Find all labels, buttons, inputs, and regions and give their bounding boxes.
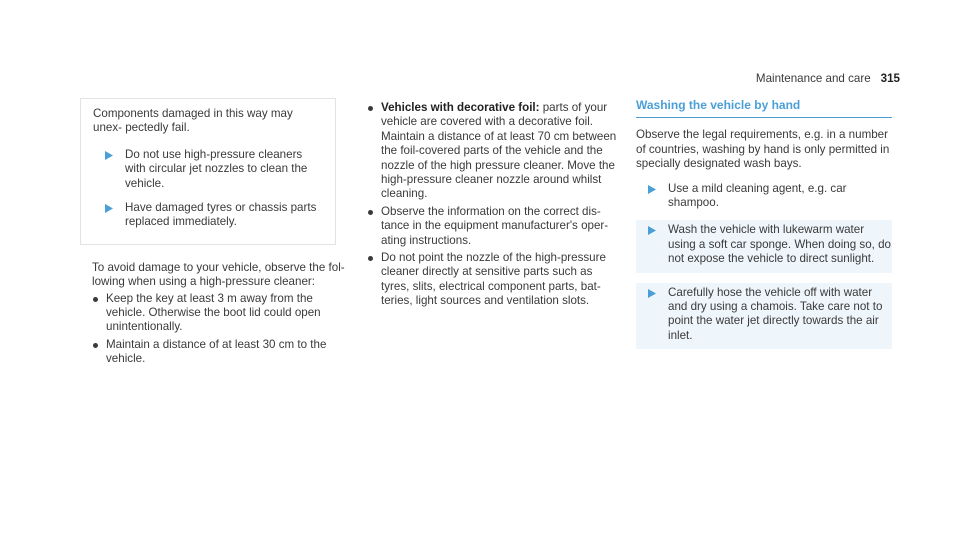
warning-box xyxy=(80,98,336,245)
list-item-text: Do not point the nozzle of the high-pressure cleaner directly at sensitive parts such as tyres, slits, electrical component parts, bat‐ teries, light sources and ventilation slots. xyxy=(381,251,606,308)
step-shaded xyxy=(636,220,892,272)
column-3 xyxy=(636,98,892,359)
section-heading: Washing the vehicle by hand xyxy=(636,98,892,118)
step-item xyxy=(636,182,892,211)
step-text: Have damaged tyres or chassis parts replaced immediately. xyxy=(125,201,317,229)
step-text: Wash the vehicle with lukewarm water using a soft car sponge. When doing so, do not expose the vehicle to direct sunlight. xyxy=(668,223,891,266)
step-shaded xyxy=(636,283,892,350)
triangle-arrow-right-icon xyxy=(648,289,660,298)
step-item xyxy=(93,201,323,230)
bullet-dot-icon xyxy=(368,106,373,111)
step-item xyxy=(636,286,892,344)
step-text: Do not use high-pressure cleaners with circular jet nozzles to clean the vehicle. xyxy=(125,147,308,190)
page-number: 315 xyxy=(880,72,900,85)
column-1 xyxy=(92,98,350,370)
list-item-text: Maintain a distance of at least 30 cm to the vehicle. xyxy=(106,337,327,366)
triangle-arrow-right-icon xyxy=(648,185,660,194)
column-2 xyxy=(367,101,622,312)
list-item xyxy=(367,101,622,202)
bullet-list xyxy=(92,292,350,367)
bullet-dot-icon xyxy=(368,256,373,261)
list-item-text: Observe the information on the correct dis‐ tance in the equipment manufacturer's oper‐ ating instructions. xyxy=(381,204,609,247)
triangle-arrow-right-icon xyxy=(648,226,660,235)
page-header xyxy=(756,72,900,86)
step-text: Carefully hose the vehicle off with water and dry using a chamois. Take care not to point the water jet directly towards the air inlet. xyxy=(668,285,883,342)
intro-paragraph: To avoid damage to your vehicle, observe the fol‐ lowing when using a high-pressure cleaner: xyxy=(92,260,345,289)
triangle-arrow-right-icon xyxy=(105,204,117,213)
list-item xyxy=(92,292,350,335)
bullet-dot-icon xyxy=(93,297,98,302)
triangle-arrow-right-icon xyxy=(105,151,117,160)
section-title: Maintenance and care xyxy=(755,72,871,85)
bullet-dot-icon xyxy=(368,210,373,215)
list-item-heading: Vehicles with decorative foil: xyxy=(381,101,540,114)
warning-text: Components damaged in this way may unex‐ pectedly fail. xyxy=(93,107,293,135)
list-item-text: Keep the key at least 3 m away from the vehicle. Otherwise the boot lid could open unintentionally. xyxy=(106,291,321,334)
bullet-dot-icon xyxy=(93,343,98,348)
list-item xyxy=(92,338,350,367)
step-text: Use a mild cleaning agent, e.g. car shampoo. xyxy=(668,181,847,210)
list-item-text: parts of your vehicle are covered with a decorative foil. Maintain a distance of at least 70 cm between the foil-covered parts of the vehicle and the nozzle of the high pressure cleaner. Move the high-pressure cleaner nozzle around whilst cleaning. xyxy=(381,101,617,201)
list-item xyxy=(367,205,622,248)
step-item xyxy=(93,148,323,191)
intro-paragraph: Observe the legal requirements, e.g. in a number of countries, washing by hand is only permitted in specially designated wash bays. xyxy=(636,128,890,171)
step-item xyxy=(636,223,892,266)
bullet-list xyxy=(367,101,622,309)
list-item xyxy=(367,251,622,309)
